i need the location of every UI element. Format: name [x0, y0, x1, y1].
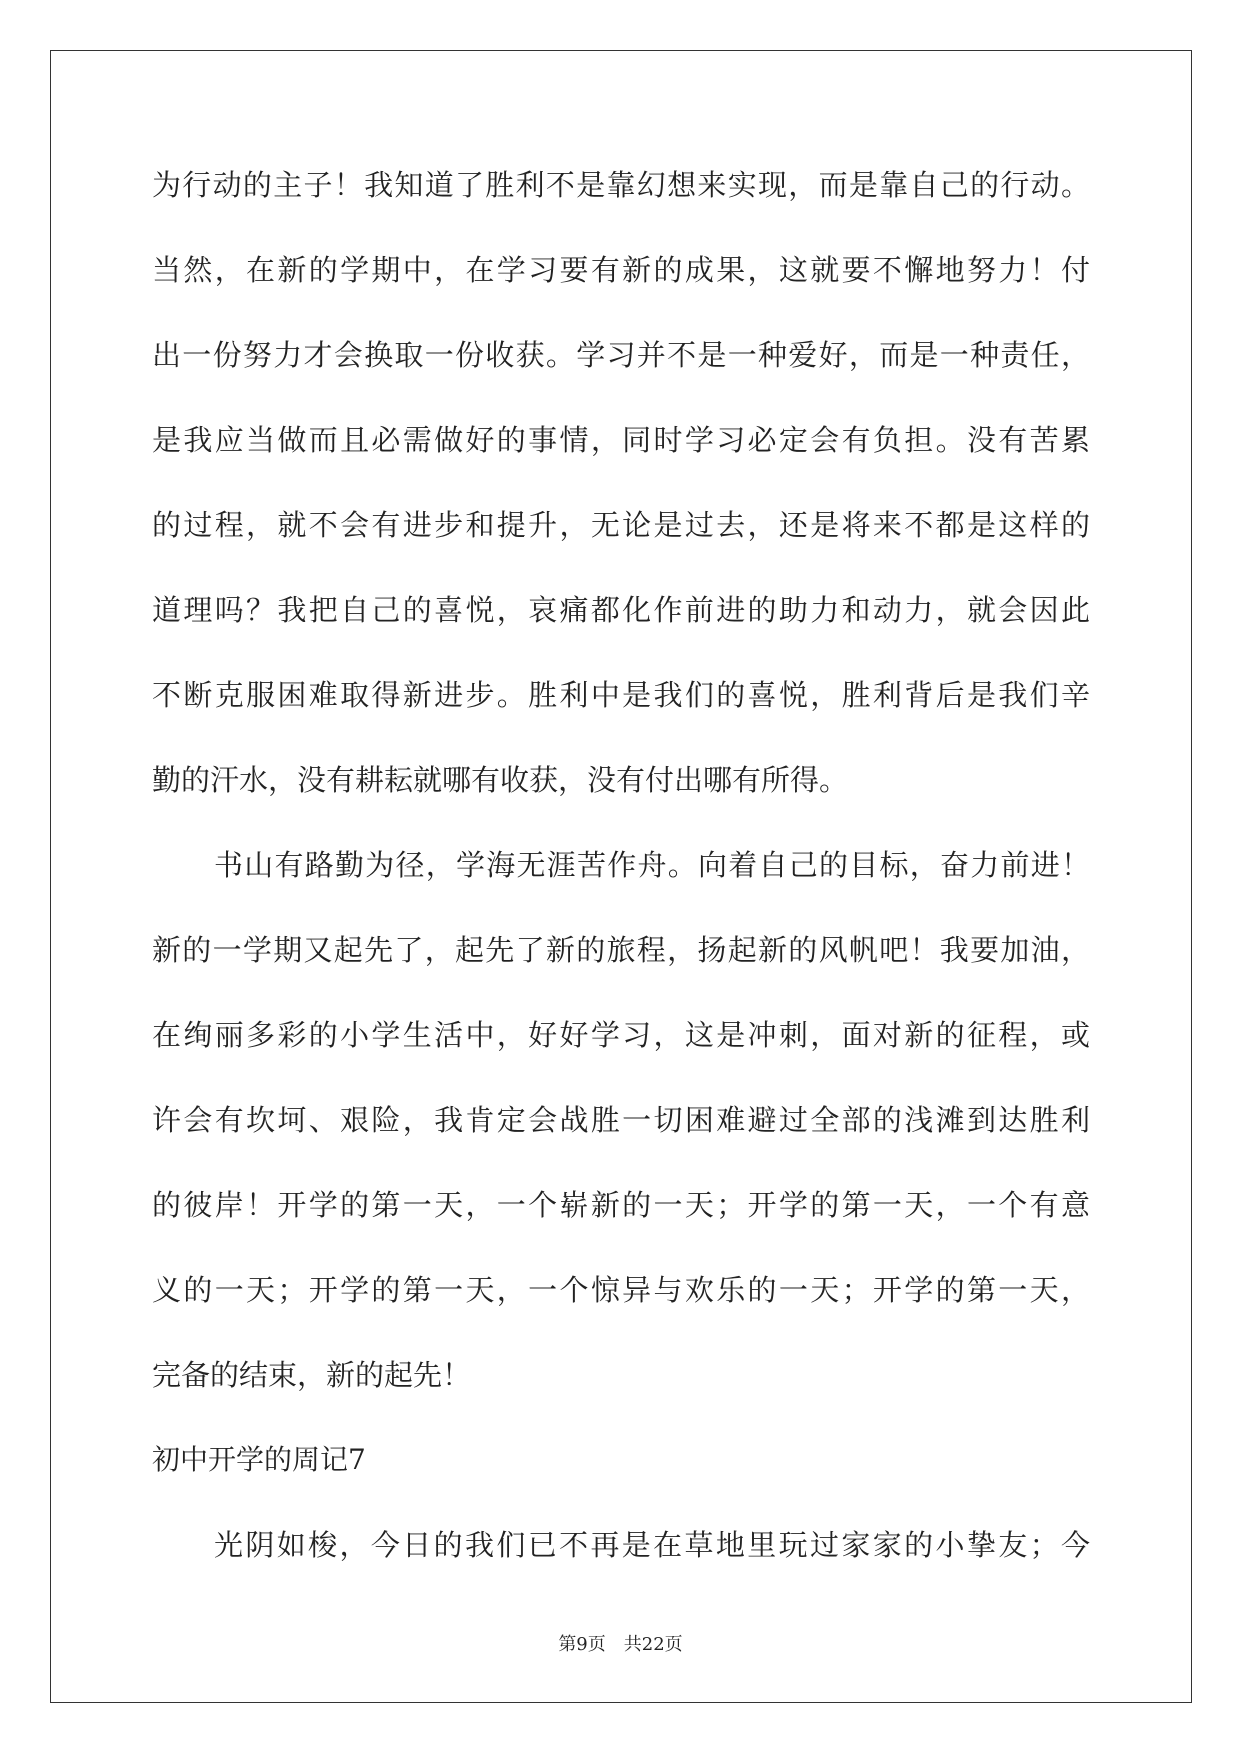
text-line: 新的一学期又起先了，起先了新的旅程，扬起新的风帆吧！我要加油， — [152, 933, 1090, 967]
text-line: 的过程，就不会有进步和提升，无论是过去，还是将来不都是这样的 — [152, 508, 1090, 542]
text-line: 光阴如梭，今日的我们已不再是在草地里玩过家家的小挚友；今 — [214, 1528, 1090, 1562]
text-line: 不断克服困难取得新进步。胜利中是我们的喜悦，胜利背后是我们辛 — [152, 678, 1090, 712]
paragraph-2 — [152, 837, 1090, 1432]
text-line: 为行动的主子！我知道了胜利不是靠幻想来实现，而是靠自己的行动。 — [152, 168, 1090, 202]
text-line: 出一份努力才会换取一份收获。学习并不是一种爱好，而是一种责任， — [152, 338, 1090, 372]
paragraph-1 — [152, 157, 1090, 837]
text-line: 许会有坎坷、艰险，我肯定会战胜一切困难避过全部的浅滩到达胜利 — [152, 1103, 1090, 1137]
text-line: 完备的结束，新的起先！ — [152, 1358, 472, 1392]
text-line: 的彼岸！开学的第一天，一个崭新的一天；开学的第一天，一个有意 — [152, 1188, 1090, 1222]
document-body — [152, 157, 1090, 1602]
paragraph-3 — [152, 1517, 1090, 1602]
text-line: 义的一天；开学的第一天，一个惊异与欢乐的一天；开学的第一天， — [152, 1273, 1090, 1307]
text-line: 勤的汗水，没有耕耘就哪有收获，没有付出哪有所得。 — [152, 763, 849, 797]
text-line: 书山有路勤为径，学海无涯苦作舟。向着自己的目标，奋力前进！ — [214, 848, 1090, 882]
text-line: 在绚丽多彩的小学生活中，好好学习，这是冲刺，面对新的征程，或 — [152, 1018, 1090, 1052]
section-heading: 初中开学的周记7 — [152, 1443, 366, 1476]
text-line: 是我应当做而且必需做好的事情，同时学习必定会有负担。没有苦累 — [152, 423, 1090, 457]
text-line: 道理吗？我把自己的喜悦，哀痛都化作前进的助力和动力，就会因此 — [152, 593, 1090, 627]
page-number: 第9页 共22页 — [558, 1634, 683, 1655]
text-line: 当然，在新的学期中，在学习要有新的成果，这就要不懈地努力！付 — [152, 253, 1090, 287]
